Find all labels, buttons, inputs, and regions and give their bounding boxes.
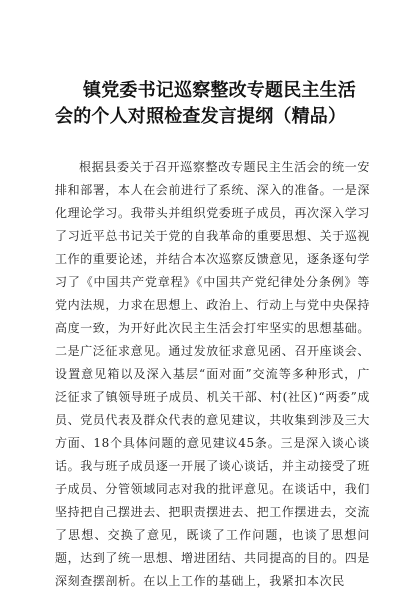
document-title [55, 78, 370, 130]
title-line-1: 镇党委书记巡察整改专题民主生活 [83, 80, 356, 101]
title-line-2: 会的个人对照检查发言提纲（精品） [55, 106, 347, 127]
body-paragraph: 根据县委关于召开巡察整改专题民主生活会的统一安排和部署，本人在会前进行了系统、深入的准备。一是深化理论学习。我带头并组织党委班子成员，再次深入学习了习近平总书记关于党的自我革命的重要思想、关于巡视工作的重要论述，并结合本次巡察反馈意见，逐条逐句学习了《中国共产党章程》《中国共产党纪律处分条例》等党内法规，力求在思想上、政治上、行动上与党中央保持高度一致，为开好此次民主生活会打牢坚实的思想基础。二是广泛征求意见。通过发放征求意见函、召开座谈会、设置意见箱以及深入基层“面对面”交流等多种形式，广泛征求了镇领导班子成员、机关干部、村(社区)“两委”成员、党员代表及群众代表的意见建议，共收集到涉及三大方面、18个具体问题的意见建议45条。三是深入谈心谈话。我与班子成员逐一开展了谈心谈话，并主动接受了班子成员、分管领域同志对我的批评意见。在谈话中，我们坚持把自己摆进去、把职责摆进去、把工作摆进去，交流了思想、交换了意见，既谈了工作问题，也谈了思想问题，达到了统一思想、增进团结、共同提高的目的。四是深刻查摆剖析。在以上工作的基础上，我紧扣本次民 [55, 160, 371, 588]
